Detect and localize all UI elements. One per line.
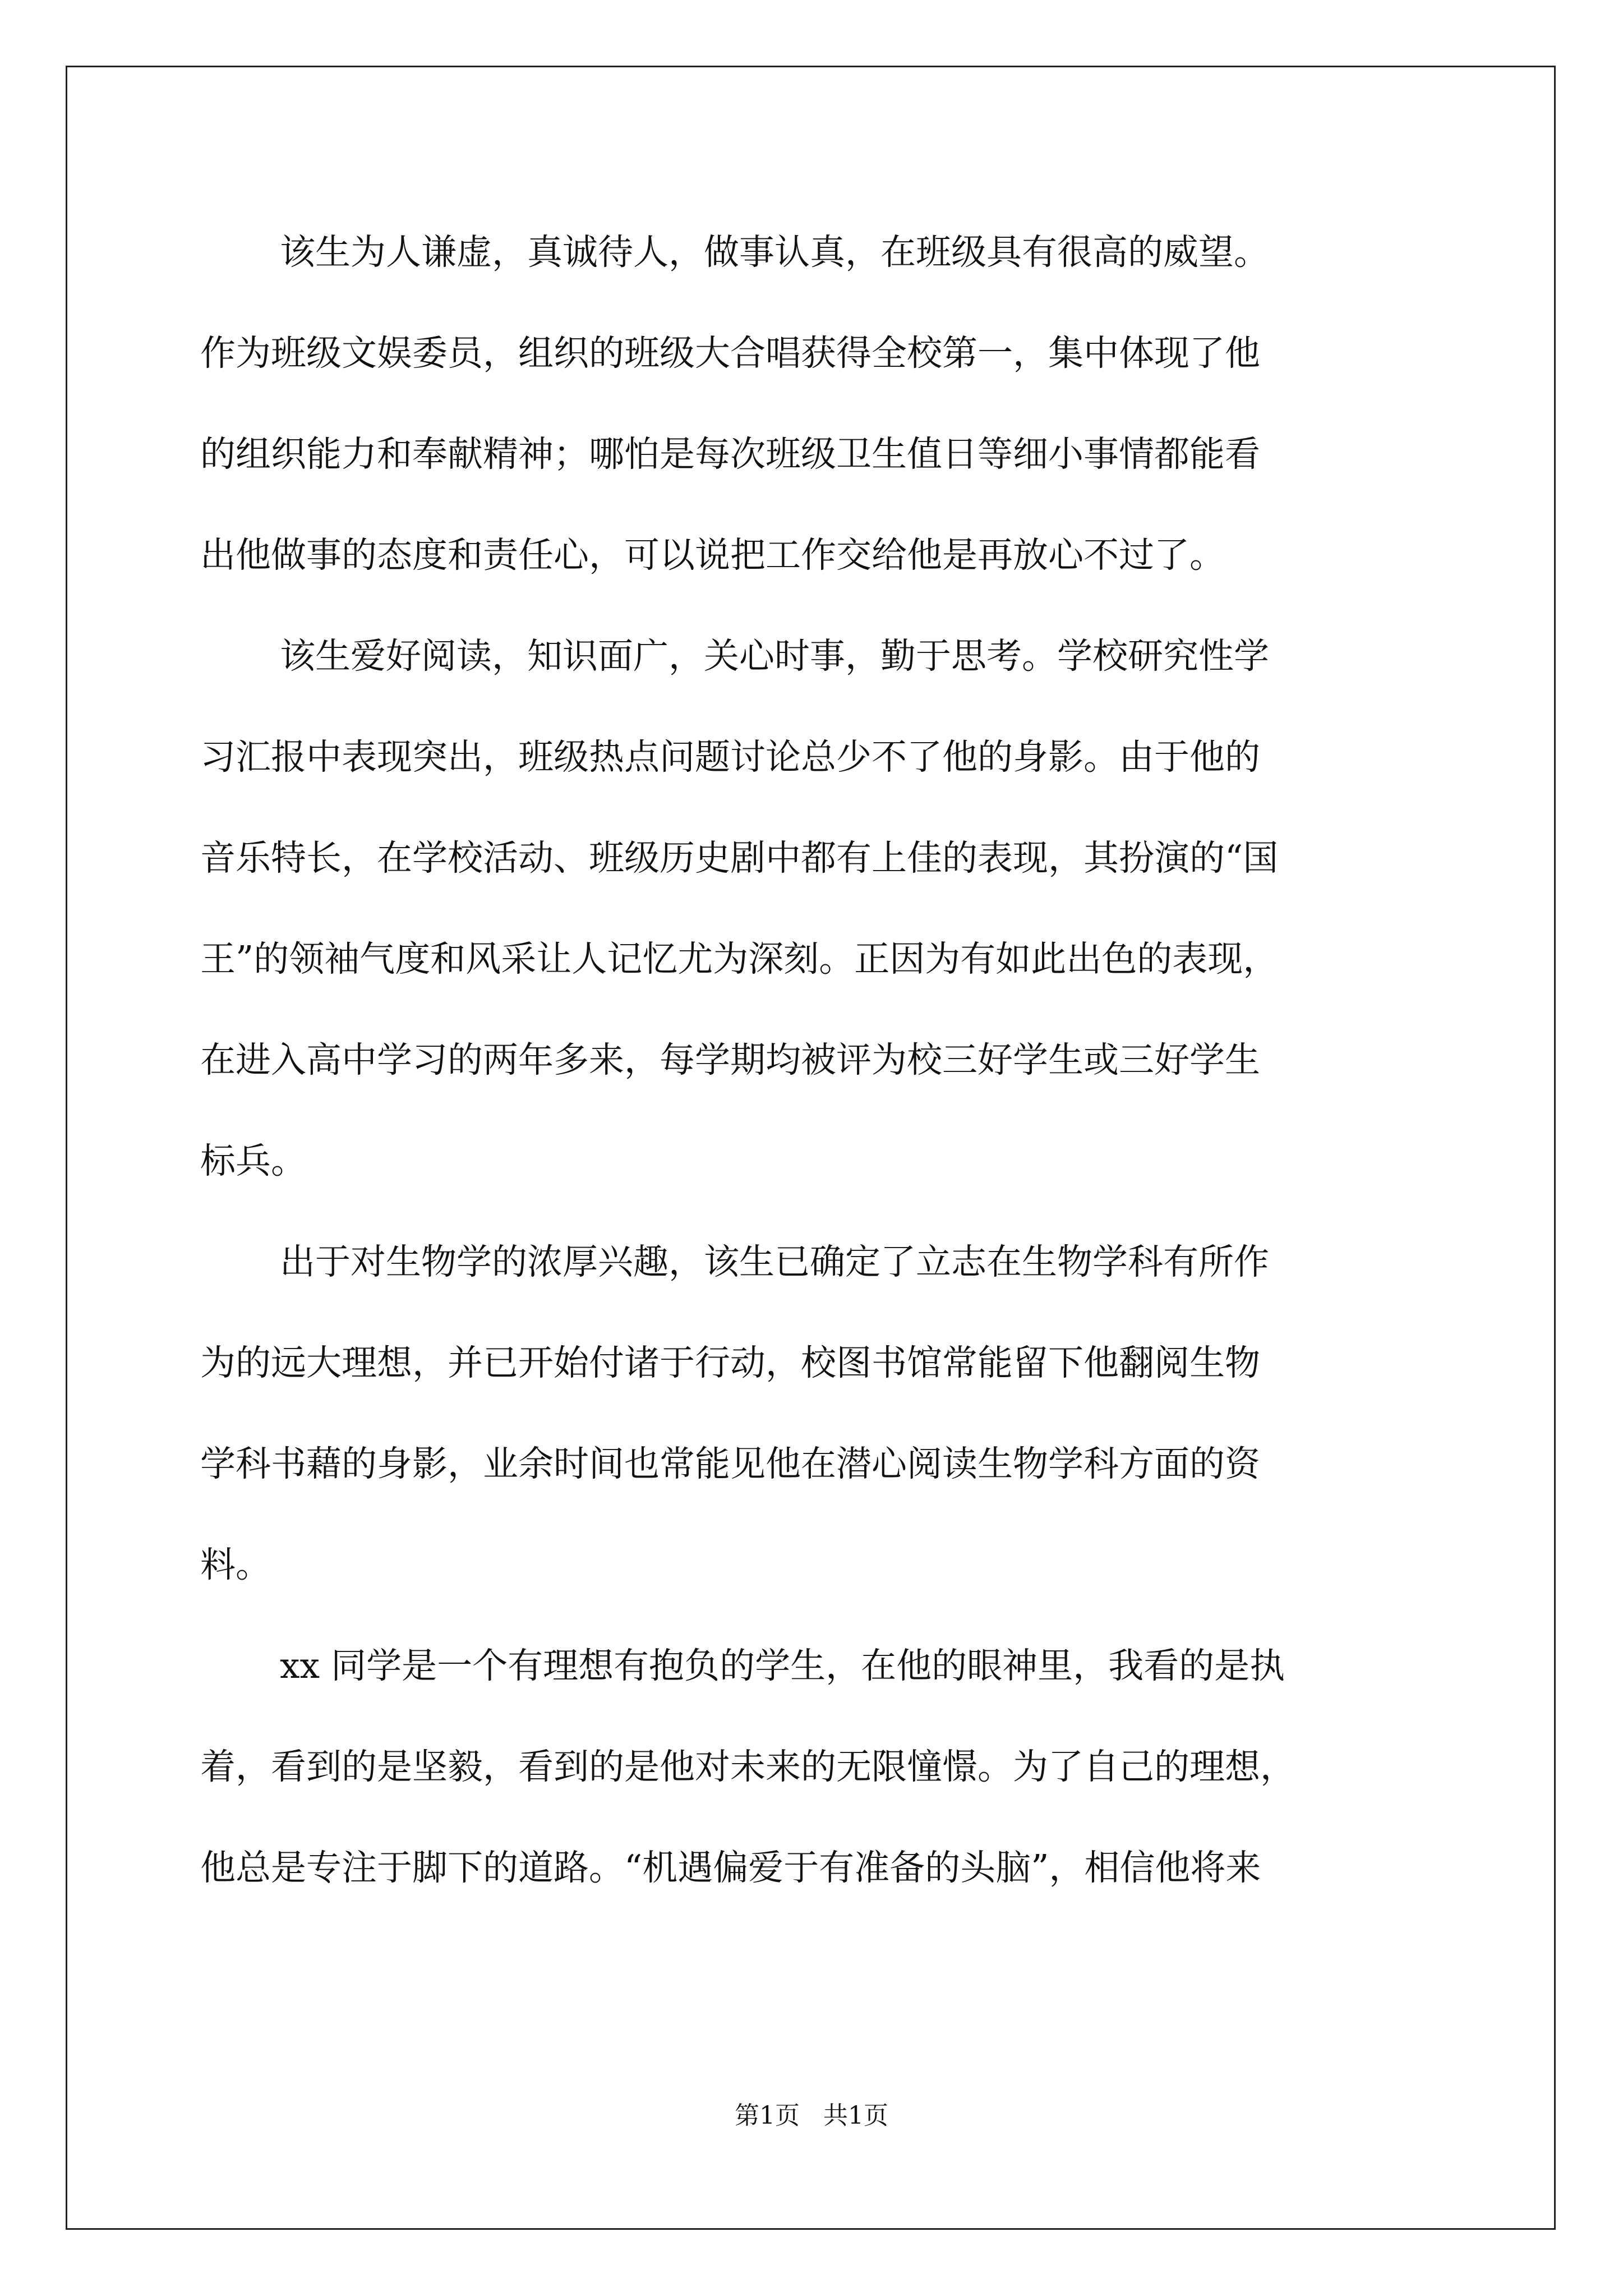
text-line: xx 同学是一个有理想有抱负的学生，在他的眼神里，我看的是执 xyxy=(280,1645,1285,1686)
page-footer: 第1页 共1页 xyxy=(735,2101,888,2130)
text-line: 为的远大理想，并已开始付诸于行动，校图书馆常能留下他翻阅生物 xyxy=(200,1342,1260,1383)
text-line: 着，看到的是坚毅，看到的是他对未来的无限憧憬。为了自己的理想， xyxy=(200,1746,1295,1787)
text-line: 作为班级文娱委员，组织的班级大合唱获得全校第一，集中体现了他 xyxy=(200,333,1260,374)
text-line: 出于对生物学的浓厚兴趣，该生已确定了立志在生物学科有所作 xyxy=(280,1241,1269,1282)
text-line: 习汇报中表现突出，班级热点问题讨论总少不了他的身影。由于他的 xyxy=(200,737,1260,777)
text-line: 的组织能力和奉献精神；哪怕是每次班级卫生值日等细小事情都能看 xyxy=(200,434,1260,475)
text-line: 料。 xyxy=(200,1544,271,1585)
text-line: 出他做事的态度和责任心，可以说把工作交给他是再放心不过了。 xyxy=(200,535,1225,576)
text-line: 在进入高中学习的两年多来，每学期均被评为校三好学生或三好学生 xyxy=(200,1039,1260,1080)
text-line: 该生爱好阅读，知识面广，关心时事，勤于思考。学校研究性学 xyxy=(280,636,1269,677)
text-line: 学科书藉的身影，业余时间也常能见他在潜心阅读生物学科方面的资 xyxy=(200,1443,1260,1484)
text-line: 标兵。 xyxy=(200,1140,306,1181)
text-line: 该生为人谦虚，真诚待人，做事认真，在班级具有很高的威望。 xyxy=(280,232,1269,273)
text-line: 王”的领袖气度和风采让人记忆尤为深刻。正因为有如此出色的表现， xyxy=(200,938,1279,979)
text-line: 音乐特长，在学校活动、班级历史剧中都有上佳的表现，其扮演的“国 xyxy=(200,838,1279,878)
text-line: 他总是专注于脚下的道路。“机遇偏爱于有准备的头脑”，相信他将来 xyxy=(200,1847,1261,1888)
document-body xyxy=(200,202,1434,1918)
